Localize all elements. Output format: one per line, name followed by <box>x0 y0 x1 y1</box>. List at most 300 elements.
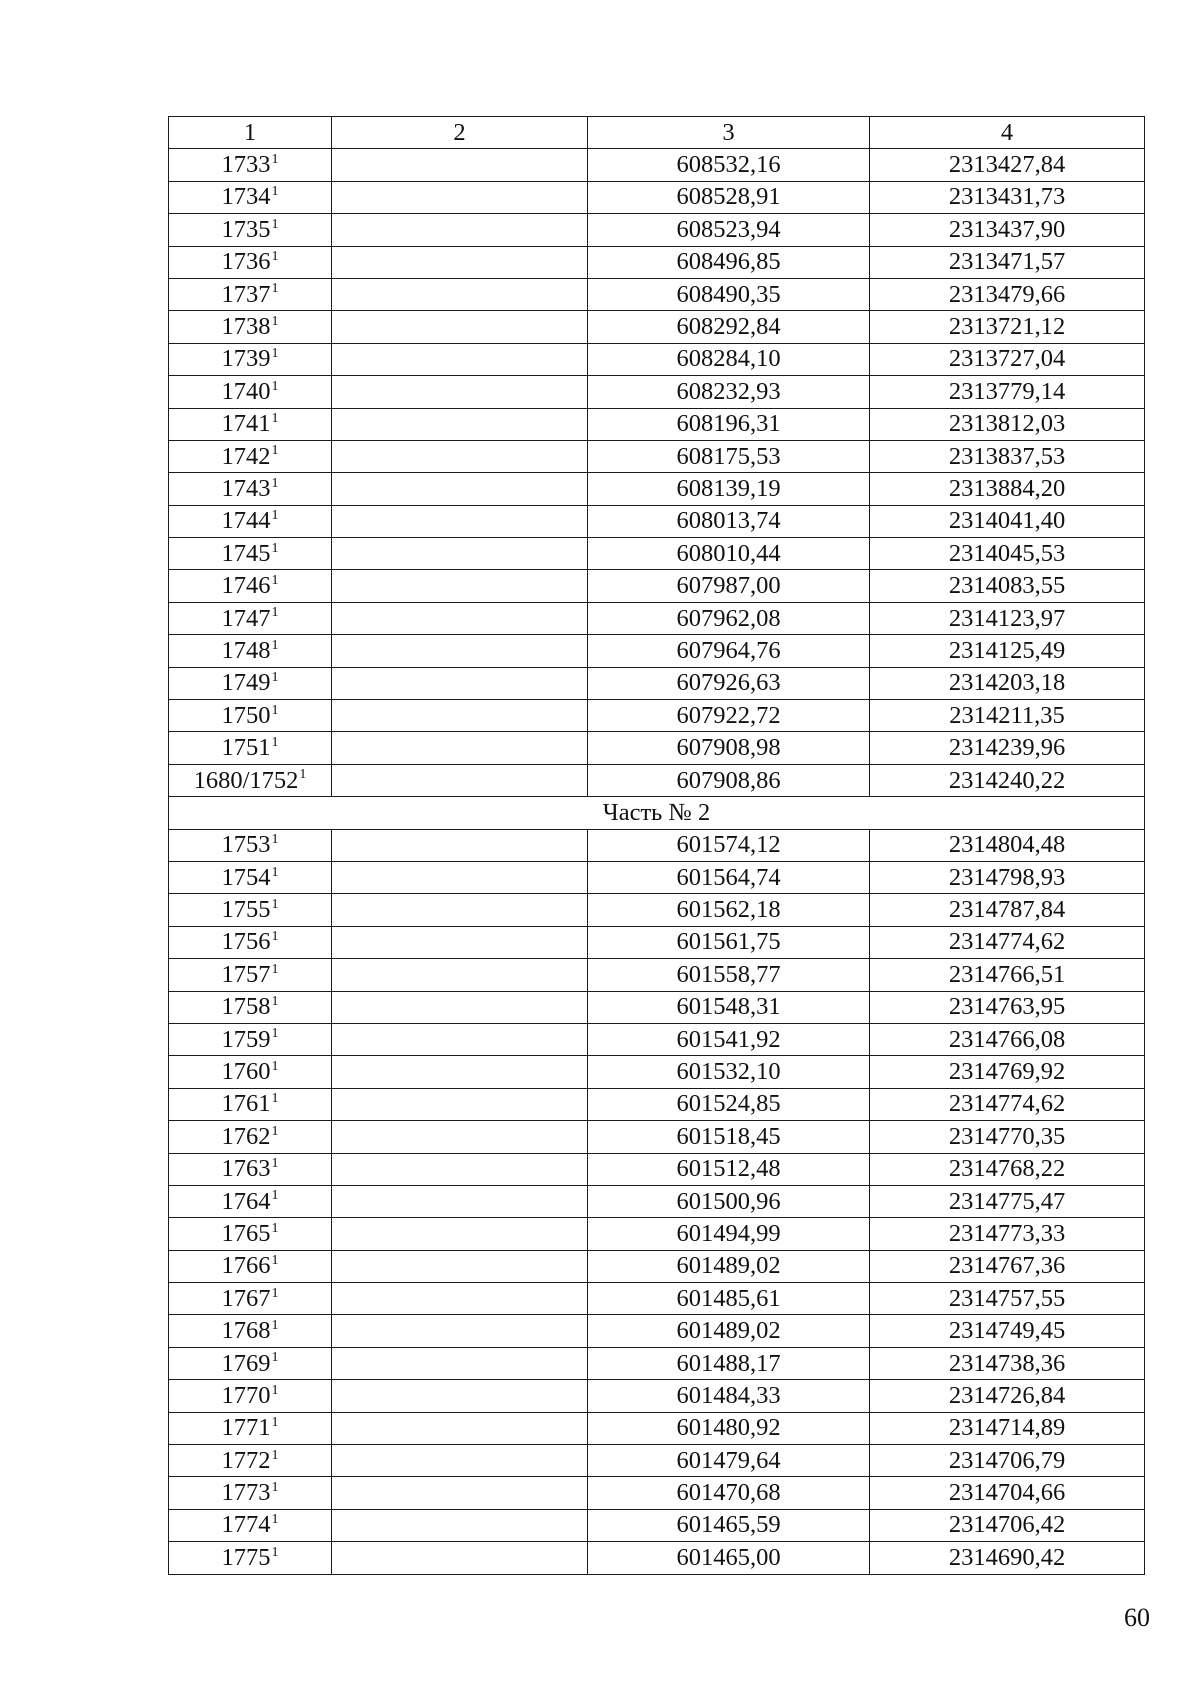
table-row <box>169 959 1145 991</box>
point-number: 1740 <box>221 377 271 405</box>
point-superscript: 1 <box>271 216 279 232</box>
point-number: 1767 <box>221 1284 271 1312</box>
table-row <box>169 1347 1145 1379</box>
point-superscript: 1 <box>271 1123 279 1139</box>
point-number: 1774 <box>221 1511 271 1539</box>
point-superscript: 1 <box>271 1058 279 1074</box>
table-row <box>169 1412 1145 1444</box>
col-2-cell <box>332 1412 588 1444</box>
point-superscript: 1 <box>271 1253 279 1269</box>
x-coordinate-cell: 608196,31 <box>588 408 870 440</box>
point-number-cell <box>169 829 332 861</box>
y-coordinate-cell: 2313884,20 <box>870 473 1145 505</box>
x-coordinate-cell: 608292,84 <box>588 311 870 343</box>
point-number: 1749 <box>221 669 271 697</box>
table-row <box>169 246 1145 278</box>
point-number-cell <box>169 602 332 634</box>
x-coordinate-cell: 607964,76 <box>588 635 870 667</box>
point-superscript: 1 <box>271 1512 279 1528</box>
point-number-cell <box>169 149 332 181</box>
y-coordinate-cell: 2314240,22 <box>870 764 1145 796</box>
y-coordinate-cell: 2314770,35 <box>870 1121 1145 1153</box>
table-row <box>169 1509 1145 1541</box>
point-superscript: 1 <box>271 249 279 265</box>
y-coordinate-cell: 2314125,49 <box>870 635 1145 667</box>
section-title: Часть № 2 <box>169 797 1145 829</box>
point-number: 1751 <box>221 734 271 762</box>
x-coordinate-cell: 608232,93 <box>588 376 870 408</box>
point-number: 1748 <box>221 636 271 664</box>
point-number-cell <box>169 1412 332 1444</box>
col-2-cell <box>332 311 588 343</box>
point-number-cell <box>169 1477 332 1509</box>
col-2-cell <box>332 473 588 505</box>
point-superscript: 1 <box>271 1026 279 1042</box>
table-row <box>169 1023 1145 1055</box>
col-2-cell <box>332 1185 588 1217</box>
header-row <box>169 117 1145 149</box>
point-number-cell <box>169 473 332 505</box>
x-coordinate-cell: 607922,72 <box>588 700 870 732</box>
point-number-cell <box>169 538 332 570</box>
point-superscript: 1 <box>271 1415 279 1431</box>
point-number-cell <box>169 1509 332 1541</box>
point-superscript: 1 <box>271 1220 279 1236</box>
point-superscript: 1 <box>271 573 279 588</box>
x-coordinate-cell: 601541,92 <box>588 1023 870 1055</box>
point-superscript: 1 <box>271 1382 279 1398</box>
y-coordinate-cell: 2313812,03 <box>870 408 1145 440</box>
header-col-3: 3 <box>588 117 870 149</box>
point-number: 1764 <box>221 1187 271 1215</box>
point-number: 1763 <box>221 1155 271 1183</box>
y-coordinate-cell: 2313479,66 <box>870 278 1145 310</box>
y-coordinate-cell: 2314757,55 <box>870 1283 1145 1315</box>
x-coordinate-cell: 601548,31 <box>588 991 870 1023</box>
point-number: 1755 <box>221 896 271 924</box>
point-superscript: 1 <box>271 508 279 524</box>
y-coordinate-cell: 2313437,90 <box>870 214 1145 246</box>
col-2-cell <box>332 1250 588 1282</box>
col-2-cell <box>332 343 588 375</box>
point-number: 1760 <box>221 1058 271 1086</box>
x-coordinate-cell: 601480,92 <box>588 1412 870 1444</box>
point-superscript: 1 <box>299 767 307 783</box>
point-number-cell <box>169 505 332 537</box>
point-number-cell <box>169 667 332 699</box>
x-coordinate-cell: 608139,19 <box>588 473 870 505</box>
y-coordinate-cell: 2314768,22 <box>870 1153 1145 1185</box>
table-row <box>169 894 1145 926</box>
table-row <box>169 1121 1145 1153</box>
point-number-cell <box>169 861 332 893</box>
x-coordinate-cell: 601561,75 <box>588 926 870 958</box>
point-superscript: 1 <box>271 670 279 686</box>
point-superscript: 1 <box>271 313 279 329</box>
point-number: 1680/1752 <box>193 766 299 794</box>
point-superscript: 1 <box>271 896 279 912</box>
point-superscript: 1 <box>271 832 279 848</box>
point-superscript: 1 <box>271 475 279 491</box>
point-number-cell <box>169 311 332 343</box>
table-row <box>169 149 1145 181</box>
y-coordinate-cell: 2314123,97 <box>870 602 1145 634</box>
x-coordinate-cell: 601465,00 <box>588 1542 870 1574</box>
x-coordinate-cell: 601488,17 <box>588 1347 870 1379</box>
col-2-cell <box>332 1218 588 1250</box>
x-coordinate-cell: 607908,86 <box>588 764 870 796</box>
y-coordinate-cell: 2314775,47 <box>870 1185 1145 1217</box>
point-number-cell <box>169 1056 332 1088</box>
point-number: 1746 <box>221 572 271 600</box>
y-coordinate-cell: 2314690,42 <box>870 1542 1145 1574</box>
col-2-cell <box>332 1445 588 1477</box>
table-row <box>169 667 1145 699</box>
point-number: 1762 <box>221 1122 271 1150</box>
x-coordinate-cell: 601574,12 <box>588 829 870 861</box>
point-superscript: 1 <box>271 734 279 750</box>
section-divider <box>169 797 1145 829</box>
y-coordinate-cell: 2314211,35 <box>870 700 1145 732</box>
y-coordinate-cell: 2313837,53 <box>870 440 1145 472</box>
point-number-cell <box>169 181 332 213</box>
table-row <box>169 473 1145 505</box>
point-superscript: 1 <box>271 281 279 297</box>
point-number-cell <box>169 246 332 278</box>
point-number-cell <box>169 1542 332 1574</box>
point-number: 1773 <box>221 1479 271 1507</box>
y-coordinate-cell: 2314083,55 <box>870 570 1145 602</box>
point-number-cell <box>169 1380 332 1412</box>
col-2-cell <box>332 149 588 181</box>
x-coordinate-cell: 601484,33 <box>588 1380 870 1412</box>
col-2-cell <box>332 538 588 570</box>
x-coordinate-cell: 607908,98 <box>588 732 870 764</box>
point-superscript: 1 <box>271 1479 279 1495</box>
point-number-cell <box>169 894 332 926</box>
x-coordinate-cell: 601489,02 <box>588 1315 870 1347</box>
point-superscript: 1 <box>271 184 279 200</box>
point-number-cell <box>169 1121 332 1153</box>
col-2-cell <box>332 829 588 861</box>
header-col-2: 2 <box>332 117 588 149</box>
y-coordinate-cell: 2314769,92 <box>870 1056 1145 1088</box>
x-coordinate-cell: 608010,44 <box>588 538 870 570</box>
point-number: 1744 <box>221 507 271 535</box>
y-coordinate-cell: 2314766,08 <box>870 1023 1145 1055</box>
header-col-4: 4 <box>870 117 1145 149</box>
point-superscript: 1 <box>271 1156 279 1172</box>
point-number-cell <box>169 1315 332 1347</box>
col-2-cell <box>332 505 588 537</box>
table-row <box>169 861 1145 893</box>
col-2-cell <box>332 1023 588 1055</box>
col-2-cell <box>332 959 588 991</box>
table-row <box>169 408 1145 440</box>
col-2-cell <box>332 926 588 958</box>
col-2-cell <box>332 570 588 602</box>
x-coordinate-cell: 601494,99 <box>588 1218 870 1250</box>
table-row <box>169 214 1145 246</box>
x-coordinate-cell: 601564,74 <box>588 861 870 893</box>
y-coordinate-cell: 2314763,95 <box>870 991 1145 1023</box>
table-row <box>169 1283 1145 1315</box>
y-coordinate-cell: 2313779,14 <box>870 376 1145 408</box>
col-2-cell <box>332 376 588 408</box>
y-coordinate-cell: 2314706,42 <box>870 1509 1145 1541</box>
coordinates-table <box>168 116 1145 1575</box>
point-number-cell <box>169 1153 332 1185</box>
point-number-cell <box>169 214 332 246</box>
point-number: 1758 <box>221 993 271 1021</box>
table-row <box>169 278 1145 310</box>
x-coordinate-cell: 601489,02 <box>588 1250 870 1282</box>
point-number: 1750 <box>221 701 271 729</box>
point-superscript: 1 <box>271 1544 279 1560</box>
part-2-rows <box>169 829 1145 1574</box>
col-2-cell <box>332 1315 588 1347</box>
table-row <box>169 570 1145 602</box>
x-coordinate-cell: 608528,91 <box>588 181 870 213</box>
point-superscript: 1 <box>271 1447 279 1463</box>
y-coordinate-cell: 2314704,66 <box>870 1477 1145 1509</box>
y-coordinate-cell: 2314706,79 <box>870 1445 1145 1477</box>
point-number: 1765 <box>221 1219 271 1247</box>
table-row <box>169 505 1145 537</box>
col-2-cell <box>332 246 588 278</box>
point-number: 1733 <box>221 151 271 179</box>
point-number: 1745 <box>221 539 271 567</box>
col-2-cell <box>332 408 588 440</box>
point-number-cell <box>169 278 332 310</box>
col-2-cell <box>332 440 588 472</box>
col-2-cell <box>332 214 588 246</box>
table-header <box>169 117 1145 149</box>
y-coordinate-cell: 2314798,93 <box>870 861 1145 893</box>
table-row <box>169 926 1145 958</box>
y-coordinate-cell: 2314787,84 <box>870 894 1145 926</box>
x-coordinate-cell: 601558,77 <box>588 959 870 991</box>
table-row <box>169 1218 1145 1250</box>
point-superscript: 1 <box>271 864 279 880</box>
col-2-cell <box>332 1121 588 1153</box>
y-coordinate-cell: 2313431,73 <box>870 181 1145 213</box>
point-number-cell <box>169 1023 332 1055</box>
point-superscript: 1 <box>271 378 279 394</box>
point-superscript: 1 <box>271 1350 279 1366</box>
col-2-cell <box>332 1509 588 1541</box>
table-row <box>169 1445 1145 1477</box>
table-row <box>169 311 1145 343</box>
table-row <box>169 376 1145 408</box>
y-coordinate-cell: 2314773,33 <box>870 1218 1145 1250</box>
y-coordinate-cell: 2313427,84 <box>870 149 1145 181</box>
point-number-cell <box>169 732 332 764</box>
point-superscript: 1 <box>271 1091 279 1107</box>
table-row <box>169 1380 1145 1412</box>
y-coordinate-cell: 2314767,36 <box>870 1250 1145 1282</box>
y-coordinate-cell: 2314774,62 <box>870 1088 1145 1120</box>
point-number-cell <box>169 376 332 408</box>
point-number: 1742 <box>221 442 271 470</box>
point-superscript: 1 <box>271 929 279 945</box>
point-number: 1734 <box>221 183 271 211</box>
point-number: 1747 <box>221 604 271 632</box>
point-number: 1769 <box>221 1349 271 1377</box>
table-row <box>169 1088 1145 1120</box>
point-superscript: 1 <box>271 1285 279 1301</box>
point-number: 1775 <box>221 1543 271 1571</box>
point-superscript: 1 <box>271 411 279 427</box>
point-number-cell <box>169 635 332 667</box>
x-coordinate-cell: 608523,94 <box>588 214 870 246</box>
point-number: 1743 <box>221 474 271 502</box>
col-2-cell <box>332 1088 588 1120</box>
x-coordinate-cell: 601479,64 <box>588 1445 870 1477</box>
part-1-rows <box>169 149 1145 797</box>
col-2-cell <box>332 1542 588 1574</box>
col-2-cell <box>332 1056 588 1088</box>
point-number: 1771 <box>221 1414 271 1442</box>
point-number-cell <box>169 926 332 958</box>
point-superscript: 1 <box>271 1188 279 1204</box>
y-coordinate-cell: 2313721,12 <box>870 311 1145 343</box>
x-coordinate-cell: 608175,53 <box>588 440 870 472</box>
point-number: 1766 <box>221 1252 271 1280</box>
x-coordinate-cell: 601465,59 <box>588 1509 870 1541</box>
point-superscript: 1 <box>271 151 279 167</box>
x-coordinate-cell: 601518,45 <box>588 1121 870 1153</box>
y-coordinate-cell: 2313471,57 <box>870 246 1145 278</box>
col-2-cell <box>332 1347 588 1379</box>
x-coordinate-cell: 607987,00 <box>588 570 870 602</box>
point-number: 1738 <box>221 313 271 341</box>
y-coordinate-cell: 2314804,48 <box>870 829 1145 861</box>
x-coordinate-cell: 607962,08 <box>588 602 870 634</box>
x-coordinate-cell: 601470,68 <box>588 1477 870 1509</box>
table-row <box>169 1056 1145 1088</box>
col-2-cell <box>332 635 588 667</box>
point-superscript: 1 <box>271 994 279 1010</box>
y-coordinate-cell: 2314766,51 <box>870 959 1145 991</box>
col-2-cell <box>332 181 588 213</box>
point-number: 1757 <box>221 960 271 988</box>
point-number: 1768 <box>221 1317 271 1345</box>
point-number-cell <box>169 1347 332 1379</box>
point-number: 1739 <box>221 345 271 373</box>
col-2-cell <box>332 278 588 310</box>
point-number-cell <box>169 408 332 440</box>
table-row <box>169 829 1145 861</box>
y-coordinate-cell: 2314045,53 <box>870 538 1145 570</box>
col-2-cell <box>332 700 588 732</box>
y-coordinate-cell: 2313727,04 <box>870 343 1145 375</box>
point-number: 1735 <box>221 215 271 243</box>
table-row <box>169 440 1145 472</box>
table-row <box>169 700 1145 732</box>
point-superscript: 1 <box>271 540 279 556</box>
point-number: 1772 <box>221 1446 271 1474</box>
col-2-cell <box>332 894 588 926</box>
col-2-cell <box>332 1477 588 1509</box>
point-superscript: 1 <box>271 443 279 459</box>
point-number: 1759 <box>221 1025 271 1053</box>
point-superscript: 1 <box>271 346 279 362</box>
point-number: 1761 <box>221 1090 271 1118</box>
col-2-cell <box>332 1283 588 1315</box>
point-number-cell <box>169 343 332 375</box>
table-row <box>169 343 1145 375</box>
table-row <box>169 635 1145 667</box>
point-number-cell <box>169 1088 332 1120</box>
table-row <box>169 1153 1145 1185</box>
point-superscript: 1 <box>271 1317 279 1333</box>
x-coordinate-cell: 608013,74 <box>588 505 870 537</box>
point-number: 1770 <box>221 1381 271 1409</box>
point-number-cell <box>169 570 332 602</box>
point-superscript: 1 <box>271 605 279 621</box>
x-coordinate-cell: 608496,85 <box>588 246 870 278</box>
y-coordinate-cell: 2314714,89 <box>870 1412 1145 1444</box>
x-coordinate-cell: 601512,48 <box>588 1153 870 1185</box>
col-2-cell <box>332 667 588 699</box>
header-col-1: 1 <box>169 117 332 149</box>
section-row <box>169 797 1145 829</box>
point-number: 1737 <box>221 280 271 308</box>
point-number-cell <box>169 700 332 732</box>
col-2-cell <box>332 1380 588 1412</box>
x-coordinate-cell: 601485,61 <box>588 1283 870 1315</box>
point-number: 1736 <box>221 248 271 276</box>
x-coordinate-cell: 608532,16 <box>588 149 870 181</box>
point-number-cell <box>169 959 332 991</box>
x-coordinate-cell: 601532,10 <box>588 1056 870 1088</box>
point-superscript: 1 <box>271 637 279 653</box>
x-coordinate-cell: 608284,10 <box>588 343 870 375</box>
point-superscript: 1 <box>271 961 279 977</box>
table-row <box>169 1185 1145 1217</box>
point-number-cell <box>169 1445 332 1477</box>
point-number-cell <box>169 1283 332 1315</box>
point-number-cell <box>169 1250 332 1282</box>
point-number: 1754 <box>221 863 271 891</box>
x-coordinate-cell: 601562,18 <box>588 894 870 926</box>
x-coordinate-cell: 607926,63 <box>588 667 870 699</box>
table-row <box>169 1542 1145 1574</box>
y-coordinate-cell: 2314726,84 <box>870 1380 1145 1412</box>
point-number: 1741 <box>221 410 271 438</box>
point-number-cell <box>169 440 332 472</box>
y-coordinate-cell: 2314239,96 <box>870 732 1145 764</box>
col-2-cell <box>332 602 588 634</box>
table-row <box>169 602 1145 634</box>
table-row <box>169 764 1145 796</box>
y-coordinate-cell: 2314774,62 <box>870 926 1145 958</box>
point-superscript: 1 <box>271 702 279 718</box>
point-number-cell <box>169 1185 332 1217</box>
col-2-cell <box>332 732 588 764</box>
col-2-cell <box>332 764 588 796</box>
y-coordinate-cell: 2314041,40 <box>870 505 1145 537</box>
table-row <box>169 1315 1145 1347</box>
point-number-cell <box>169 764 332 796</box>
y-coordinate-cell: 2314203,18 <box>870 667 1145 699</box>
x-coordinate-cell: 601500,96 <box>588 1185 870 1217</box>
col-2-cell <box>332 861 588 893</box>
table-row <box>169 732 1145 764</box>
table-row <box>169 181 1145 213</box>
point-number: 1753 <box>221 831 271 859</box>
